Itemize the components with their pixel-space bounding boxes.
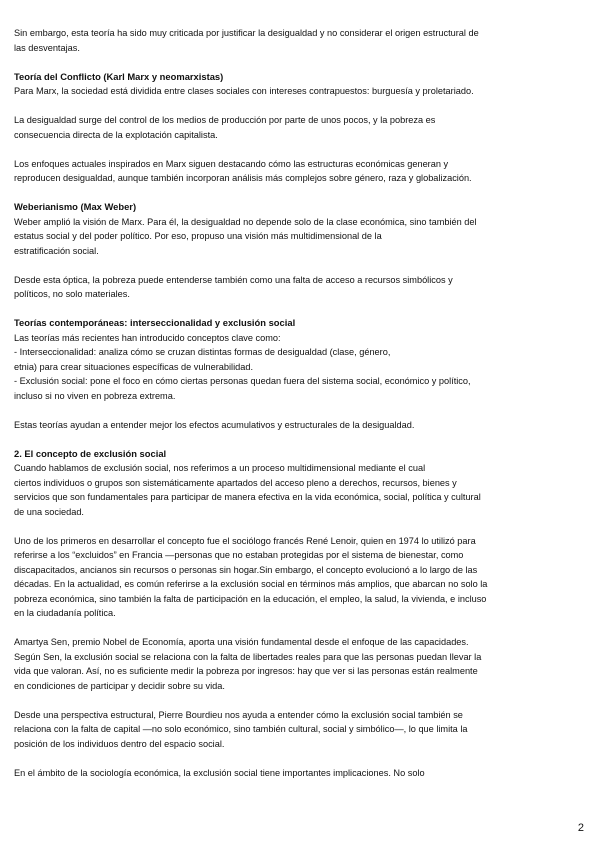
paragraph-contemporary-summary	[14, 418, 584, 433]
section-heading-exclusion: 2. El concepto de exclusión social	[14, 447, 167, 459]
text-line: Sin embargo, esta teoría ha sido muy criticada por justificar la desigualdad y no considerar el origen estructural de	[14, 28, 479, 38]
text-line: reproducen desigualdad, aunque también incorporan análisis más complejos sobre género, raza y globalización.	[14, 173, 472, 183]
text-line: vida que valoran. Así, no es suficiente medir la pobreza por ingresos: hay que ver si las personas están realmente	[14, 666, 478, 676]
paragraph-weber-poverty	[14, 273, 584, 302]
text-line: etnia) para crear situaciones específicas de vulnerabilidad.	[14, 361, 254, 372]
text-line: décadas. En la actualidad, es común referirse a la exclusión social en términos más amplios, que abarcan no solo la	[14, 579, 488, 589]
document-page	[14, 26, 584, 780]
text-line: en la ciudadanía política.	[14, 608, 116, 618]
text-line: - Interseccionalidad: analiza cómo se cruzan distintas formas de desigualdad (clase, género,	[14, 347, 391, 357]
text-line: La desigualdad surge del control de los medios de producción por parte de unos pocos, y la pobreza es	[14, 115, 436, 125]
text-line: en condiciones de participar y decidir sobre su vida.	[14, 680, 225, 691]
text-line: Para Marx, la sociedad está dividida entre clases sociales con intereses contrapuestos: burguesía y proletariado.	[14, 86, 474, 96]
text-line: Cuando hablamos de exclusión social, nos referimos a un proceso multidimensional mediante el cual	[14, 463, 426, 473]
text-line: incluso si no viven en pobreza extrema.	[14, 390, 176, 401]
text-line: las desventajas.	[14, 42, 80, 53]
text-line: Desde esta óptica, la pobreza puede entenderse también como una falta de acceso a recursos simbólicos y	[14, 274, 453, 285]
paragraph-marx	[14, 84, 584, 99]
paragraph-intro	[14, 26, 584, 55]
text-line: estratificación social.	[14, 245, 99, 256]
paragraph-marxist-approaches	[14, 157, 584, 186]
paragraph-exclusion-definition	[14, 461, 584, 519]
text-line: discapacitados, ancianos sin recursos o personas sin hogar.Sin embargo, el concepto evolucionó a lo largo de las	[14, 564, 478, 575]
paragraph-bourdieu	[14, 708, 584, 752]
text-line: servicios que son fundamentales para participar de manera efectiva en la vida económica, social, política y cultural	[14, 492, 481, 502]
section-heading-conflict: Teoría del Conflicto (Karl Marx y neomarxistas)	[14, 70, 224, 82]
text-line: referirse a los “excluidos” en Francia —personas que no estaban protegidas por el sistema de bienestar, como	[14, 550, 464, 560]
text-line: En el ámbito de la sociología económica, la exclusión social tiene importantes implicaciones. No solo	[14, 767, 425, 778]
text-line: consecuencia directa de la explotación capitalista.	[14, 129, 218, 140]
text-line: Weber amplió la visión de Marx. Para él, la desigualdad no depende solo de la clase económica, sino también del	[14, 216, 477, 227]
text-line: Amartya Sen, premio Nobel de Economía, aporta una visión fundamental desde el enfoque de las capacidades.	[14, 637, 469, 647]
section-heading-weber: Weberianismo (Max Weber)	[14, 201, 137, 212]
text-line: Las teorías más recientes han introducido conceptos clave como:	[14, 332, 281, 343]
text-line: de una sociedad.	[14, 506, 84, 517]
text-line: Uno de los primeros en desarrollar el concepto fue el sociólogo francés René Lenoir, quien en 1974 lo utilizó para	[14, 535, 476, 546]
paragraph-economic-sociology	[14, 766, 584, 781]
text-line: políticos, no solo materiales.	[14, 289, 130, 299]
paragraph-lenoir	[14, 534, 584, 621]
text-line: estatus social y del poder político. Por eso, propuso una visión más multidimensional de la	[14, 231, 382, 241]
paragraph-inequality-origin	[14, 113, 584, 142]
paragraph-contemporary	[14, 331, 584, 404]
text-line: - Exclusión social: pone el foco en cómo ciertas personas quedan fuera del sistema social, económico y político,	[14, 376, 471, 386]
text-line: pobreza económica, sino también la falta de participación en la educación, el empleo, la salud, la vivienda, e incluso	[14, 593, 487, 604]
text-line: Los enfoques actuales inspirados en Marx siguen destacando cómo las estructuras económicas generan y	[14, 158, 449, 169]
text-line: ciertos individuos o grupos son sistemáticamente apartados del acceso pleno a derechos, recursos, bienes y	[14, 477, 457, 488]
text-line: posición de los individuos dentro del espacio social.	[14, 738, 225, 749]
page-number: 2	[577, 822, 584, 834]
text-line: Según Sen, la exclusión social se relaciona con la falta de libertades reales para que las personas puedan llevar la	[14, 651, 482, 662]
paragraph-sen	[14, 635, 584, 693]
text-line: Desde una perspectiva estructural, Pierre Bourdieu nos ayuda a entender cómo la exclusión social también se	[14, 709, 463, 720]
paragraph-weber	[14, 215, 584, 259]
section-heading-contemporary: Teorías contemporáneas: interseccionalidad y exclusión social	[14, 317, 296, 328]
text-line: Estas teorías ayudan a entender mejor los efectos acumulativos y estructurales de la desigualdad.	[14, 419, 415, 430]
text-line: relaciona con la falta de capital —no solo económico, sino también cultural, social y simbólico—, lo que limita la	[14, 724, 468, 734]
